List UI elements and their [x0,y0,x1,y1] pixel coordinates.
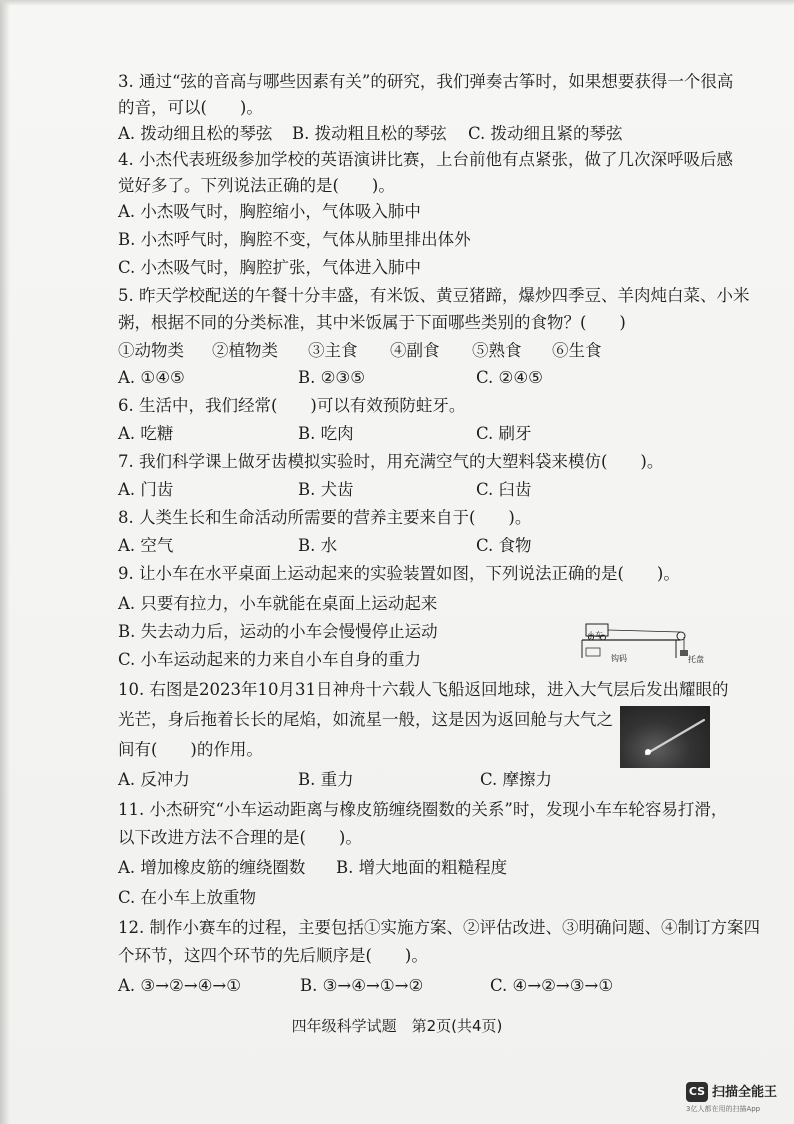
question-11-line-1: 11. 小杰研究“小车运动距离与橡皮筋缠绕圈数的关系”时，发现小车车轮容易打滑， [118,800,728,819]
question-12-option-b: B. ③→④→①→② [300,976,424,995]
scanner-tagline: 3亿人都在用的扫描App [686,1105,761,1113]
question-6-line-1: 6. 生活中，我们经常( )可以有效预防蛀牙。 [118,396,466,415]
question-9-line-1: 9. 让小车在水平桌面上运动起来的实验装置如图，下列说法正确的是( )。 [118,564,680,583]
question-9-option-a: A. 只要有拉力，小车就能在桌面上运动起来 [118,594,438,613]
question-8-option-b: B. 水 [298,536,338,555]
question-12-line-2: 个环节，这四个环节的先后顺序是( )。 [118,946,428,965]
question-5-option-b: B. ②③⑤ [298,368,365,387]
question-3-option-a: A. 拨动细且松的琴弦 [118,124,273,143]
question-4-line-2: 觉好多了。下列说法正确的是( )。 [118,176,395,195]
question-4-option-c: C. 小杰吸气时，胸腔扩张，气体进入肺中 [118,258,422,277]
question-5-option-c: C. ②④⑤ [476,368,543,387]
question-8-option-c: C. 食物 [476,536,532,555]
food-category-5: ⑤熟食 [472,341,522,360]
scan-edge-shadow [0,0,10,1124]
question-4-line-1: 4. 小杰代表班级参加学校的英语演讲比赛，上台前他有点紧张，做了几次深呼吸后感 [118,150,733,169]
question-8-line-1: 8. 人类生长和生命活动所需要的营养主要来自于( )。 [118,508,532,527]
question-11-line-2: 以下改进方法不合理的是( )。 [118,828,362,847]
page-footer: 四年级科学试题 第2页(共4页) [291,1017,503,1035]
question-3-line-1: 3. 通过“弦的音高与哪些因素有关”的研究，我们弹奏古筝时，如果想要获得一个很高 [118,72,734,91]
question-3-line-2: 的音，可以( )。 [118,98,263,117]
question-9-option-b: B. 失去动力后，运动的小车会慢慢停止运动 [118,622,438,641]
weight-label: 钩码 [611,654,627,663]
food-category-4: ④副食 [390,341,440,360]
cart-label: 小车 [587,631,603,640]
question-11-option-b: B. 增大地面的粗糙程度 [336,858,508,877]
question-4-option-b: B. 小杰呼气时，胸腔不变，气体从肺里排出体外 [118,230,471,249]
question-10-line-2: 光芒，身后拖着长长的尾焰，如流星一般，这是因为返回舱与大气之 [118,710,613,729]
question-10-option-b: B. 重力 [298,770,354,789]
question-10-option-a: A. 反冲力 [118,770,190,789]
food-category-1: ①动物类 [118,341,184,360]
question-10-line-3: 间有( )的作用。 [118,740,263,759]
food-category-6: ⑥生食 [552,341,602,360]
question-10-option-c: C. 摩擦力 [480,770,553,789]
question-3-option-c: C. 拨动细且紧的琴弦 [468,124,623,143]
question-11-option-c: C. 在小车上放重物 [118,888,257,907]
camscanner-logo-icon: CS [686,1082,708,1102]
question-9-option-c: C. 小车运动起来的力来自小车自身的重力 [118,650,422,669]
question-5-line-2: 粥，根据不同的分类标准，其中米饭属于下面哪些类别的食物？( ) [118,313,626,332]
question-5-line-1: 5. 昨天学校配送的午餐十分丰盛，有米饭、黄豆猪蹄，爆炒四季豆、羊肉炖白菜、小米 [118,286,750,305]
question-11-option-a: A. 增加橡皮筋的缠绕圈数 [118,858,306,877]
question-6-option-c: C. 刷牙 [476,424,532,443]
question-5-option-a: A. ①④⑤ [118,368,185,387]
question-7-option-a: A. 门齿 [118,480,174,499]
question-7-option-c: C. 臼齿 [476,480,532,499]
question-6-option-a: A. 吃糖 [118,424,174,443]
question-6-option-b: B. 吃肉 [298,424,354,443]
question-7-option-b: B. 犬齿 [298,480,354,499]
question-7-line-1: 7. 我们科学课上做牙齿模拟实验时，用充满空气的大塑料袋来模仿( )。 [118,452,664,471]
reentry-streak [626,716,706,756]
question-4-option-a: A. 小杰吸气时，胸腔缩小，气体吸入肺中 [118,202,421,221]
scanner-app-name: 扫描全能王 [712,1085,778,1100]
question-3-option-b: B. 拨动粗且松的琴弦 [292,124,447,143]
scan-edge-shadow-top [0,0,794,6]
question-8-option-a: A. 空气 [118,536,174,555]
tray-label: 托盘 [688,655,704,664]
question-12-option-a: A. ③→②→④→① [118,976,242,995]
question-12-option-c: C. ④→②→③→① [490,976,614,995]
question-12-line-1: 12. 制作小赛车的过程，主要包括①实施方案、②评估改进、③明确问题、④制订方案四 [118,918,760,937]
food-category-2: ②植物类 [212,341,278,360]
question-10-line-1: 10. 右图是2023年10月31日神舟十六载人飞船返回地球，进入大气层后发出耀眼的 [118,680,729,699]
food-category-3: ③主食 [308,341,358,360]
